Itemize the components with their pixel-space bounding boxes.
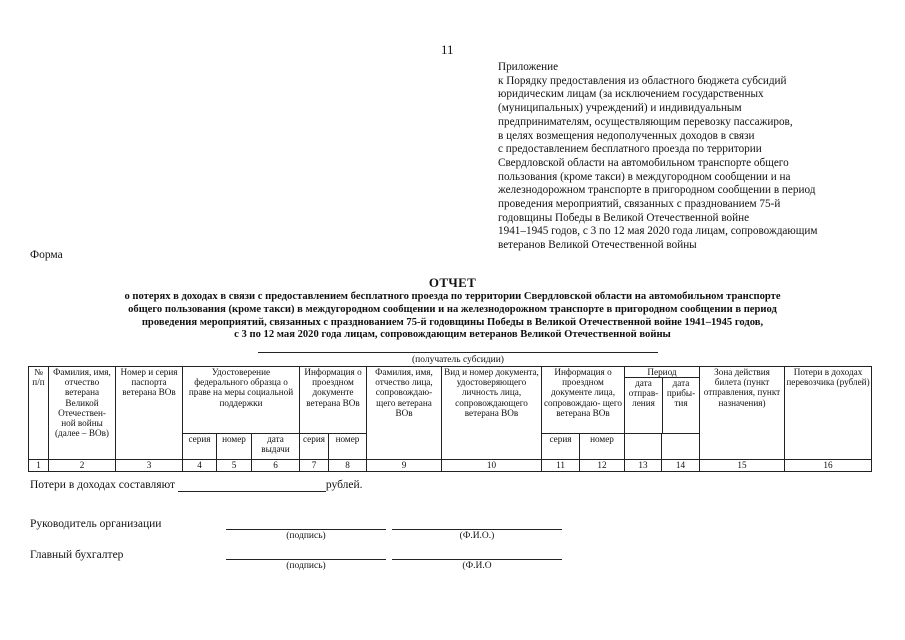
- header-departure-date: дата отправ- ления: [625, 378, 663, 433]
- report-table-container: [28, 366, 872, 472]
- appendix-line: с предоставлением бесплатного проезда по территории: [498, 143, 762, 156]
- losses-suffix: рублей.: [325, 479, 363, 491]
- losses-statement: [30, 479, 363, 492]
- header-id-document: Вид и номер документа, удостоверяющего личность лица, сопровождающего ветерана ВОв: [442, 367, 542, 460]
- header-period: [625, 367, 700, 434]
- header-escort-number: номер: [580, 434, 625, 460]
- appendix-line: предпринимателям, осуществляющим перевозку пассажиров,: [498, 115, 793, 128]
- report-title: ОТЧЕТ: [428, 275, 477, 290]
- header-travel-number: номер: [329, 434, 367, 460]
- column-number: 14: [662, 460, 700, 472]
- head-signature-field[interactable]: [226, 529, 386, 530]
- header-arrival-date: дата прибы- тия: [666, 378, 696, 409]
- period-label: Период: [625, 367, 699, 378]
- column-number-row: [29, 460, 872, 472]
- column-number: 8: [329, 460, 367, 472]
- report-subtitle: [15, 291, 890, 342]
- form-label: Форма: [30, 249, 63, 261]
- header-travel-document: Информация о проездном документе ветерана ВОв: [300, 367, 367, 434]
- column-number: 6: [252, 460, 300, 472]
- appendix-line: Свердловской области на автомобильном транспорте общего: [498, 156, 789, 169]
- column-number: 5: [217, 460, 252, 472]
- appendix-line: к Порядку предоставления из областного бюджета субсидий: [498, 74, 787, 87]
- chief-accountant-label: Главный бухгалтер: [30, 549, 124, 561]
- header-certificate-number: номер: [217, 434, 252, 460]
- header-escort-series: серия: [542, 434, 580, 460]
- header-veteran-name: Фамилия, имя, отчество ветерана Великой Отечествен- ной войны (далее – ВОв): [49, 367, 116, 460]
- header-travel-series: серия: [300, 434, 329, 460]
- column-number: 1: [29, 460, 49, 472]
- column-number: 15: [700, 460, 785, 472]
- accountant-fio-caption: (Ф.И.О: [462, 561, 492, 571]
- column-number: 2: [49, 460, 116, 472]
- report-table: [28, 366, 872, 472]
- column-number: 10: [442, 460, 542, 472]
- column-number: 9: [367, 460, 442, 472]
- header-escort-name: Фамилия, имя, отчество лица, сопровождаю- щего ветерана ВОв: [367, 367, 442, 460]
- header-certificate: Удостоверение федерального образца о праве на меры социальной поддержки: [183, 367, 300, 434]
- appendix-note: [498, 61, 898, 253]
- header-period-blank-2: [662, 434, 700, 460]
- head-fio-field[interactable]: [392, 529, 562, 530]
- column-number: 11: [542, 460, 580, 472]
- header-certificate-issue-date: дата выдачи: [252, 434, 300, 460]
- appendix-line: Приложение: [498, 61, 559, 73]
- recipient-field[interactable]: [258, 352, 658, 353]
- header-ticket-zone: Зона действия билета (пункт отправления, пункт назначения): [700, 367, 785, 460]
- appendix-line: 1941–1945 годов, с 3 по 12 мая 2020 года лицам, сопровождающим: [498, 225, 818, 238]
- column-number: 13: [625, 460, 662, 472]
- page-number: 11: [441, 42, 454, 57]
- appendix-line: железнодорожном транспорте в пригородном сообщении в период: [498, 184, 816, 197]
- header-losses: Потери в доходах перевозчика (рублей): [785, 367, 872, 460]
- column-number: 16: [785, 460, 872, 472]
- head-signature-caption: (подпись): [286, 531, 326, 541]
- header-passport: Номер и серия паспорта ветерана ВОв: [116, 367, 183, 460]
- header-no: № п/п: [29, 367, 49, 460]
- subtitle-line: с 3 по 12 мая 2020 года лицам, сопровождающим ветеранов Великой Отечественной войны: [234, 329, 671, 341]
- column-number: 3: [116, 460, 183, 472]
- appendix-line: ветеранов Великой Отечественной войны: [498, 239, 697, 252]
- losses-prefix: Потери в доходах составляют: [30, 479, 176, 491]
- appendix-line: пользования (кроме такси) в междугородном сообщении и на: [498, 170, 791, 183]
- column-number: 4: [183, 460, 217, 472]
- appendix-line: в целях возмещения недополученных доходов в связи: [498, 129, 755, 142]
- head-fio-caption: (Ф.И.О.): [459, 531, 495, 541]
- column-number: 7: [300, 460, 329, 472]
- subtitle-line: общего пользования (кроме такси) в междугородном сообщении и на железнодорожном транспорте в пригородном сообщении в период: [128, 303, 777, 315]
- subtitle-line: о потерях в доходах в связи с предоставлением бесплатного проезда по территории Свердловской области на автомобильном транспорте: [124, 291, 781, 302]
- accountant-fio-field[interactable]: [392, 559, 562, 560]
- accountant-signature-field[interactable]: [226, 559, 386, 560]
- accountant-signature-caption: (подпись): [286, 561, 326, 571]
- appendix-line: проведения мероприятий, связанных с празднованием 75-й: [498, 198, 781, 211]
- subtitle-line: проведения мероприятий, связанных с празднованием 75-й годовщины Победы в Великой Отечественной войне 1941–1945 годов,: [141, 316, 764, 328]
- recipient-caption: (получатель субсидии): [412, 355, 504, 365]
- losses-amount-field[interactable]: [178, 479, 326, 492]
- appendix-line: юридическим лицам (за исключением государственных: [498, 88, 764, 101]
- header-certificate-series: серия: [183, 434, 217, 460]
- header-escort-ticket: Информация о проездном документе лица, сопровождаю- щего ветерана ВОв: [542, 367, 625, 434]
- column-number: 12: [580, 460, 625, 472]
- appendix-line: годовщины Победы в Великой Отечественной войне: [498, 211, 750, 224]
- head-label: Руководитель организации: [30, 518, 162, 530]
- appendix-line: (муниципальных) учреждений) и индивидуальным: [498, 102, 742, 115]
- header-period-blank-1: [625, 434, 662, 460]
